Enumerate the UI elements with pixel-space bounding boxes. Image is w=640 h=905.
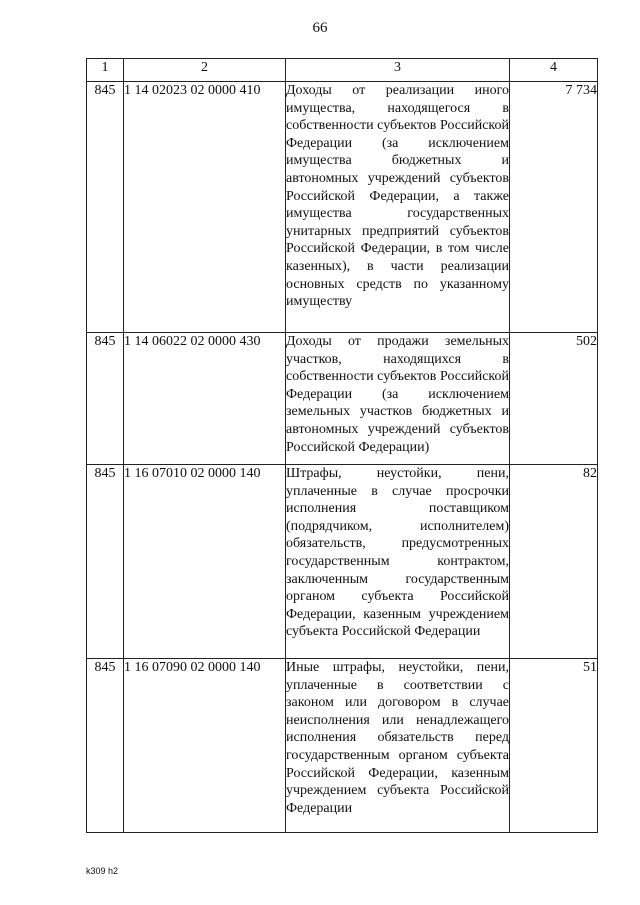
description-cell: Иные штрафы, неустойки, пени, уплаченные в соответствии с законом или договором в случае неисполнения или ненадлежащего исполнения обязательств перед государственным органом субъекта Российской Федерации, казенным учреждением субъекта Российской Федерации <box>286 659 510 833</box>
admin-code-cell: 845 <box>87 465 124 659</box>
column-header-3: 3 <box>286 59 510 82</box>
amount-cell: 51 <box>510 659 598 833</box>
description-cell: Доходы от реализации иного имущества, находящегося в собственности субъектов Российской Федерации (за исключением имущества бюджетных и автономных учреждений субъектов Российской Федерации, а также имущества государственных унитарных предприятий субъектов Российской Федерации, в том числе казенных), в части реализации основных средств по указанному имуществу <box>286 82 510 333</box>
description-cell: Доходы от продажи земельных участков, находящихся в собственности субъектов Российской Федерации (за исключением земельных участков бюджетных и автономных учреждений субъектов Российской Федерации) <box>286 333 510 465</box>
budget-code-cell: 1 16 07090 02 0000 140 <box>124 659 286 833</box>
table-header-row <box>87 59 598 82</box>
amount-cell: 7 734 <box>510 82 598 333</box>
column-header-2: 2 <box>124 59 286 82</box>
admin-code-cell: 845 <box>87 82 124 333</box>
description-cell: Штрафы, неустойки, пени, уплаченные в случае просрочки исполнения поставщиком (подрядчиком, исполнителем) обязательств, предусмотренных государственным контрактом, заключенным государственным органом субъекта Российской Федерации, казенным учреждением субъекта Российской Федерации <box>286 465 510 659</box>
admin-code-cell: 845 <box>87 333 124 465</box>
budget-code-cell: 1 14 06022 02 0000 430 <box>124 333 286 465</box>
column-header-1: 1 <box>87 59 124 82</box>
table-row <box>87 465 598 659</box>
amount-cell: 502 <box>510 333 598 465</box>
table-row <box>87 659 598 833</box>
budget-code-cell: 1 14 02023 02 0000 410 <box>124 82 286 333</box>
amount-cell: 82 <box>510 465 598 659</box>
admin-code-cell: 845 <box>87 659 124 833</box>
table-row <box>87 82 598 333</box>
page-number: 66 <box>312 20 328 36</box>
footer-code: k309 h2 <box>86 866 119 876</box>
column-header-4: 4 <box>510 59 598 82</box>
revenue-table <box>86 58 598 833</box>
table-row <box>87 333 598 465</box>
budget-code-cell: 1 16 07010 02 0000 140 <box>124 465 286 659</box>
